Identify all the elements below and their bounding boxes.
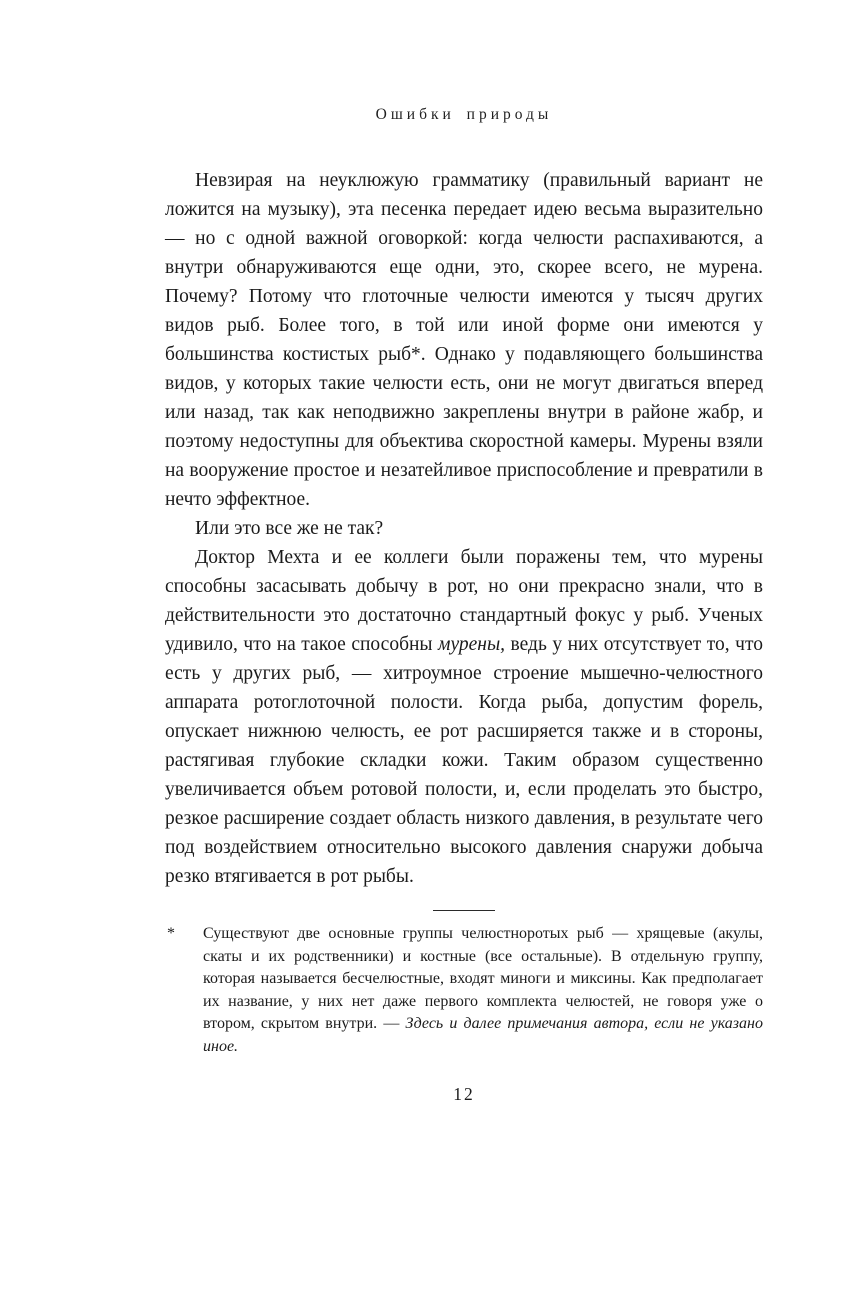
footnote-divider [433, 910, 495, 911]
footnote [165, 923, 763, 1058]
footnote-segment-1: Существуют две основные группы челюстноротых рыб — хрящевые (акулы, скаты и их родственники) и костные (все остальные). В отдельную группу, которая называется бесчелюстные, входят миноги и миксины. Как предполагает их название, у них нет даже первого комплекта челюстей, не говоря уже о втором, скрытом внутри. — [203, 925, 763, 1032]
running-header: Ошибки природы [375, 106, 553, 123]
paragraph-1: Невзирая на неуклюжую грамматику (правильный вариант не ложится на музыку), эта песенка передает идею весьма выразительно — но с одной важной оговоркой: когда челюсти распахиваются, а внутри обнаруживаются еще одни, это, скорее всего, не мурена. Почему? Потому что глоточные челюсти имеются у тысяч других видов рыб. Более того, в той или иной форме они имеются у большинства костистых рыб*. Однако у подавляющего большинства видов, у которых такие челюсти есть, они не могут двигаться вперед или назад, так как неподвижно закреплены внутри в районе жабр, и поэтому недоступны для объектива скоростной камеры. Мурены взяли на вооружение простое и незатейливое приспособление и превратили в нечто эффектное. [165, 170, 763, 510]
paragraph-3-segment-1: Доктор Мехта и ее коллеги были поражены тем, что мурены способны засасывать добычу в рот, но они прекрасно знали, что в действительности это достаточно стандартный фокус у рыб. Ученых удивило, что на такое способны [165, 547, 763, 655]
footnote-text [203, 923, 763, 1058]
footnote-segment-2-italic: Здесь и далее примечания автора, если не указано иное. [203, 1015, 763, 1055]
paragraph-3 [165, 543, 763, 891]
body-text [165, 166, 763, 891]
paragraph-2: Или это все же не так? [195, 518, 384, 539]
page-number: 12 [453, 1084, 475, 1104]
paragraph-3-segment-2-italic: мурены, [438, 634, 506, 655]
paragraph-3-segment-3: ведь у них отсутствует то, что есть у других рыб, — хитроумное строение мышечно-челюстного аппарата ротоглоточной полости. Когда рыба, допустим форель, опускает нижнюю челюсть, ее рот расширяется также и в стороны, растягивая глубокие складки кожи. Таким образом существенно увеличивается объем ротовой полости, и, если проделать это быстро, резкое расширение создает область низкого давления, в результате чего под воздействием относительно высокого давления снаружи добыча резко втягивается в рот рыбы. [165, 634, 763, 887]
text-block [165, 0, 763, 1105]
footnote-marker: * [167, 925, 175, 942]
